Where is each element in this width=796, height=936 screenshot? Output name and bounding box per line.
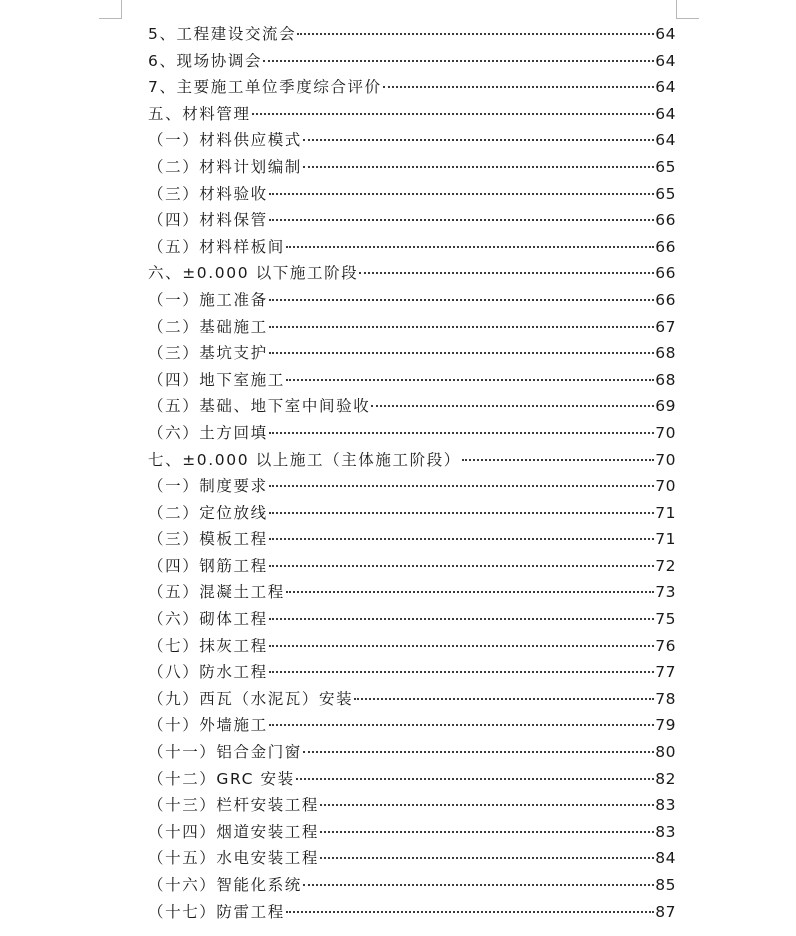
toc-entry-page-number: 83 (655, 796, 676, 815)
toc-entry[interactable] (148, 766, 676, 793)
toc-entry-page-number: 85 (655, 876, 676, 894)
toc-entry-title: （六）土方回填 (148, 423, 268, 442)
toc-entry-page-number: 73 (655, 583, 676, 602)
toc-entry-title: （一）制度要求 (148, 477, 268, 496)
toc-entry-page-number: 65 (655, 184, 676, 203)
toc-dot-leader (263, 60, 654, 62)
toc-dot-leader (269, 618, 655, 620)
toc-entry-title: 5、工程建设交流会 (148, 25, 297, 43)
toc-entry-title: （四）地下室施工 (148, 370, 285, 389)
toc-dot-leader (269, 565, 655, 567)
toc-entry-title: （十三）栏杆安装工程 (148, 796, 320, 815)
toc-entry-title: 六、±0.000 以下施工阶段 (148, 264, 359, 283)
toc-entry[interactable] (148, 340, 676, 367)
toc-entry[interactable] (148, 473, 676, 500)
toc-entry[interactable] (148, 181, 676, 208)
toc-entry[interactable] (148, 553, 676, 580)
toc-entry-page-number: 68 (655, 344, 676, 363)
toc-entry[interactable] (148, 526, 676, 553)
toc-entry-page-number: 66 (655, 211, 676, 230)
toc-entry[interactable] (148, 207, 676, 234)
toc-dot-leader (303, 884, 654, 886)
toc-entry-page-number: 79 (655, 716, 676, 735)
toc-entry[interactable] (148, 420, 676, 447)
toc-entry-page-number: 65 (655, 157, 676, 176)
toc-dot-leader (320, 857, 654, 859)
toc-entry-title: （二）定位放线 (148, 503, 268, 522)
toc-entry[interactable] (148, 872, 676, 899)
toc-dot-leader (286, 379, 654, 381)
toc-dot-leader (354, 698, 654, 700)
toc-dot-leader (286, 591, 654, 593)
toc-entry-page-number: 80 (655, 743, 676, 762)
toc-dot-leader (269, 432, 655, 434)
toc-dot-leader (359, 272, 654, 274)
toc-entry-page-number: 71 (655, 530, 676, 549)
toc-entry-title: （十二）GRC 安装 (148, 769, 295, 788)
toc-entry-page-number: 64 (655, 78, 676, 97)
toc-entry-page-number: 82 (655, 769, 676, 788)
toc-entry[interactable] (148, 447, 676, 474)
toc-entry-page-number: 71 (655, 503, 676, 522)
toc-entry-title: （十四）烟道安装工程 (148, 822, 320, 841)
toc-entry[interactable] (148, 314, 676, 341)
margin-corner-mark-left (99, 0, 122, 19)
toc-entry[interactable] (148, 819, 676, 846)
toc-entry[interactable] (148, 579, 676, 606)
toc-entry-title: （二）材料计划编制 (148, 157, 302, 176)
toc-entry-title: （五）混凝土工程 (148, 583, 285, 602)
toc-entry-title: （十七）防雷工程 (148, 902, 285, 921)
toc-dot-leader (269, 485, 655, 487)
toc-dot-leader (269, 724, 655, 726)
margin-corner-mark-right (676, 0, 699, 19)
toc-entry-title: 五、材料管理 (148, 104, 251, 123)
toc-entry-page-number: 75 (655, 610, 676, 629)
toc-entry-page-number: 66 (655, 290, 676, 309)
toc-entry-title: （八）防水工程 (148, 663, 268, 682)
toc-entry[interactable] (148, 154, 676, 181)
toc-dot-leader (296, 778, 655, 780)
toc-dot-leader (269, 538, 655, 540)
toc-entry-page-number: 78 (655, 689, 676, 708)
toc-entry[interactable] (148, 500, 676, 527)
toc-entry-title: （一）材料供应模式 (148, 131, 302, 150)
toc-entry-page-number: 68 (655, 370, 676, 389)
toc-entry[interactable] (148, 287, 676, 314)
toc-dot-leader (252, 113, 655, 115)
toc-entry-page-number: 64 (655, 131, 676, 150)
toc-entry-title: 6、现场协调会 (148, 51, 263, 70)
toc-entry[interactable] (148, 659, 676, 686)
toc-entry-page-number: 87 (655, 902, 676, 921)
toc-entry-title: （一）施工准备 (148, 290, 268, 309)
toc-entry-page-number: 64 (655, 104, 676, 123)
toc-entry-title: （十五）水电安装工程 (148, 849, 320, 868)
toc-dot-leader (269, 645, 655, 647)
toc-dot-leader (297, 33, 654, 35)
toc-entry-title: （三）基坑支护 (148, 344, 268, 363)
toc-dot-leader (269, 219, 655, 221)
toc-dot-leader (320, 804, 654, 806)
toc-entry[interactable] (148, 234, 676, 261)
toc-entry[interactable] (148, 21, 676, 48)
toc-entry-title: （七）抹灰工程 (148, 636, 268, 655)
table-of-contents (148, 21, 676, 925)
toc-entry[interactable] (148, 686, 676, 713)
toc-dot-leader (303, 166, 654, 168)
toc-dot-leader (269, 352, 655, 354)
toc-entry-title: （三）模板工程 (148, 530, 268, 549)
toc-entry-page-number: 66 (655, 264, 676, 283)
toc-entry[interactable] (148, 367, 676, 394)
toc-entry-title: （十一）铝合金门窗 (148, 743, 302, 762)
toc-entry-page-number: 76 (655, 636, 676, 655)
toc-entry[interactable] (148, 739, 676, 766)
toc-entry-page-number: 64 (655, 25, 676, 43)
toc-entry-title: 7、主要施工单位季度综合评价 (148, 78, 382, 97)
toc-entry-page-number: 72 (655, 556, 676, 575)
toc-entry-page-number: 66 (655, 237, 676, 256)
toc-entry[interactable] (148, 606, 676, 633)
toc-dot-leader (371, 405, 654, 407)
toc-entry-page-number: 64 (655, 51, 676, 70)
toc-entry[interactable] (148, 899, 676, 926)
toc-entry-title: （二）基础施工 (148, 317, 268, 336)
toc-dot-leader (286, 911, 654, 913)
toc-entry[interactable] (148, 845, 676, 872)
toc-entry[interactable] (148, 260, 676, 287)
toc-dot-leader (303, 751, 654, 753)
toc-entry[interactable] (148, 633, 676, 660)
toc-dot-leader (269, 326, 655, 328)
toc-entry-title: （九）西瓦（水泥瓦）安装 (148, 689, 354, 708)
toc-entry-title: 七、±0.000 以上施工（主体施工阶段） (148, 450, 461, 469)
toc-entry-title: （十六）智能化系统 (148, 876, 302, 894)
toc-entry-page-number: 84 (655, 849, 676, 868)
toc-dot-leader (269, 512, 655, 514)
toc-dot-leader (269, 193, 655, 195)
toc-entry[interactable] (148, 127, 676, 154)
toc-dot-leader (383, 86, 655, 88)
toc-entry-page-number: 77 (655, 663, 676, 682)
toc-entry[interactable] (148, 792, 676, 819)
toc-dot-leader (269, 299, 655, 301)
toc-entry[interactable] (148, 393, 676, 420)
toc-entry-title: （五）基础、地下室中间验收 (148, 397, 371, 416)
toc-dot-leader (320, 831, 654, 833)
toc-entry-page-number: 67 (655, 317, 676, 336)
toc-entry[interactable] (148, 48, 676, 75)
toc-dot-leader (462, 459, 654, 461)
toc-entry[interactable] (148, 74, 676, 101)
toc-entry-page-number: 83 (655, 822, 676, 841)
toc-entry-page-number: 69 (655, 397, 676, 416)
toc-entry-page-number: 70 (655, 423, 676, 442)
toc-entry-title: （四）钢筋工程 (148, 556, 268, 575)
toc-dot-leader (303, 139, 654, 141)
toc-entry-title: （五）材料样板间 (148, 237, 285, 256)
toc-entry-title: （四）材料保管 (148, 211, 268, 230)
toc-entry[interactable] (148, 712, 676, 739)
toc-entry-page-number: 70 (655, 477, 676, 496)
toc-entry-title: （六）砌体工程 (148, 610, 268, 629)
toc-entry-page-number: 70 (655, 450, 676, 469)
toc-dot-leader (286, 246, 654, 248)
toc-entry-title: （十）外墙施工 (148, 716, 268, 735)
toc-entry-title: （三）材料验收 (148, 184, 268, 203)
toc-entry[interactable] (148, 101, 676, 128)
toc-dot-leader (269, 671, 655, 673)
